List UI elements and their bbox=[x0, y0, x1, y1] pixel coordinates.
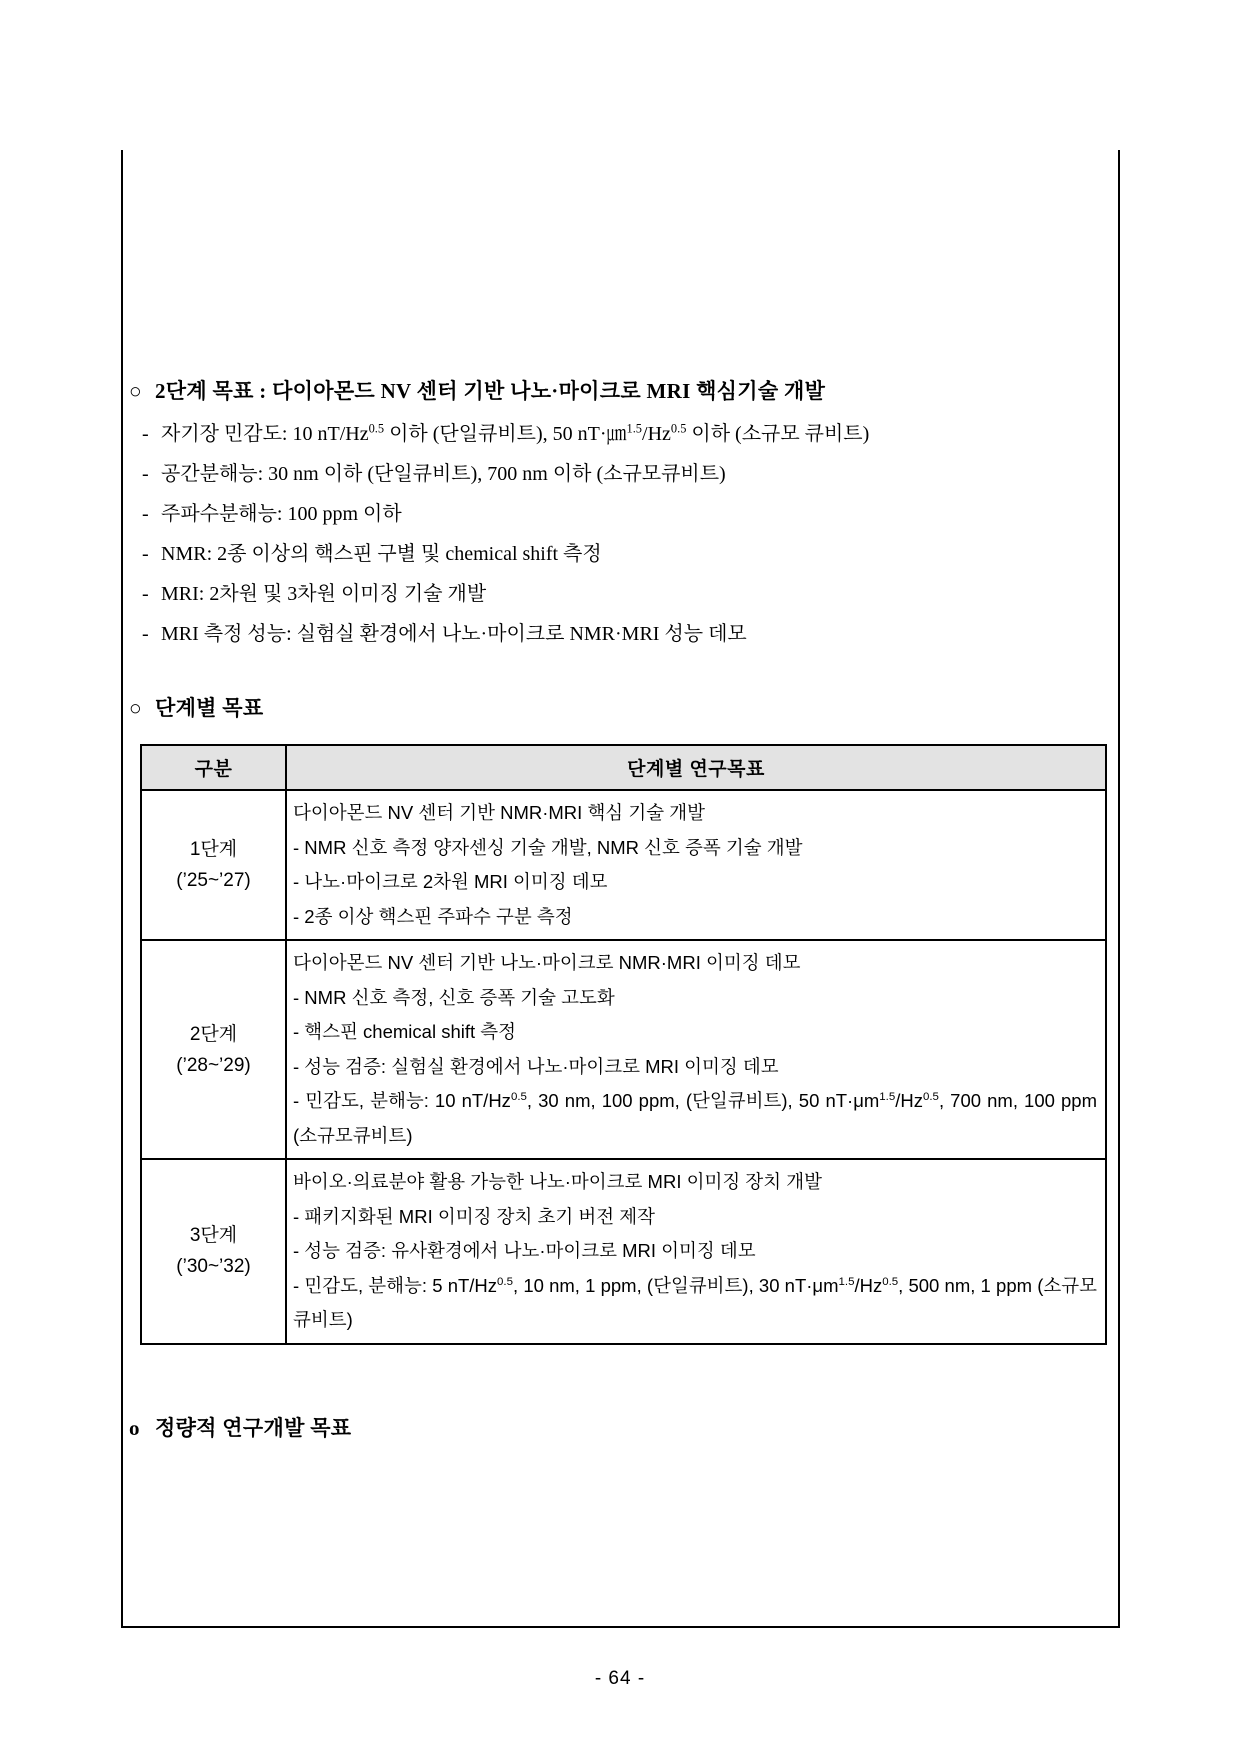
dash-bullet: - bbox=[142, 463, 149, 485]
stage-name: 2단계 bbox=[189, 1023, 238, 1045]
stage-period: (’25~’27) bbox=[176, 870, 251, 891]
section-stage2-goals bbox=[129, 370, 1094, 654]
dash-bullet: - bbox=[142, 423, 149, 445]
column-header-goal: 단계별 연구목표 bbox=[286, 745, 1106, 790]
list-item bbox=[129, 574, 1094, 614]
list-item-text: 주파수분해능: 100 ppm 이하 bbox=[161, 503, 402, 525]
goal-line: - 2종 이상 핵스핀 주파수 구분 측정 bbox=[293, 905, 573, 927]
stage-goals-heading bbox=[129, 687, 1094, 729]
stage-period: (’28~’29) bbox=[176, 1054, 251, 1076]
list-item-text: MRI 측정 성능: 실험실 환경에서 나노·마이크로 NMR·MRI 성능 데모 bbox=[161, 623, 747, 645]
table-row bbox=[141, 1159, 1106, 1344]
list-item bbox=[129, 534, 1094, 574]
list-item bbox=[129, 454, 1094, 494]
stage-period: (’30~’32) bbox=[176, 1256, 251, 1278]
stage-name: 1단계 bbox=[189, 839, 238, 860]
quantitative-goal-heading bbox=[129, 1407, 1094, 1449]
stage-goals-cell bbox=[286, 790, 1106, 940]
column-header-gubun: 구분 bbox=[141, 745, 286, 790]
goal-line: - 민감도, 분해능: 5 $nT/Hz^{0.5}$, 10 nm, 1 ppm, (단일큐비트), 30 $nT\cdot\mu m^{1.5}/Hz^{0.5}$, 500 nm, 1 ppm (소규모큐비트) bbox=[293, 1274, 1097, 1330]
goal-line: - NMR 신호 측정 양자센싱 기술 개발, NMR 신호 증폭 기술 개발 bbox=[293, 836, 803, 858]
goal-line: - 민감도, 분해능: 10 $nT/Hz^{0.5}$, 30 nm, 100 ppm, (단일큐비트), 50 $nT\cdot\mu m^{1.5}/Hz^{0.5}$, 700 nm, 100 ppm (소규모큐비트) bbox=[293, 1090, 1097, 1146]
stage-label-cell bbox=[141, 940, 286, 1159]
dash-bullet: - bbox=[142, 583, 149, 605]
dash-bullet: - bbox=[142, 503, 149, 525]
stage-goals-title: 단계별 목표 bbox=[155, 696, 264, 720]
dash-bullet: - bbox=[142, 623, 149, 645]
table-row bbox=[141, 790, 1106, 940]
table-body bbox=[141, 790, 1106, 1344]
goal-line: 다이아몬드 NV 센터 기반 NMR·MRI 핵심 기술 개발 bbox=[293, 802, 705, 823]
stage2-goal-list bbox=[129, 414, 1094, 654]
list-item bbox=[129, 614, 1094, 654]
dash-bullet: - bbox=[142, 543, 149, 565]
list-item bbox=[129, 494, 1094, 534]
stage-name: 3단계 bbox=[189, 1225, 238, 1247]
table-header-row bbox=[141, 745, 1106, 790]
goal-line: 바이오·의료분야 활용 가능한 나노·마이크로 MRI 이미징 장치 개발 bbox=[293, 1171, 822, 1192]
goal-line: - 성능 검증: 실험실 환경에서 나노·마이크로 MRI 이미징 데모 bbox=[293, 1055, 779, 1077]
stage2-goal-heading bbox=[129, 370, 1094, 412]
goal-line: 다이아몬드 NV 센터 기반 나노·마이크로 NMR·MRI 이미징 데모 bbox=[293, 952, 801, 973]
goal-line: - 패키지화된 MRI 이미징 장치 초기 버전 제작 bbox=[293, 1205, 655, 1227]
list-item-text: 공간분해능: 30 nm 이하 (단일큐비트), 700 nm 이하 (소규모큐비트) bbox=[161, 463, 726, 485]
list-item-text: 자기장 민감도: 10 $nT/Hz^{0.5}$ 이하 (단일큐비트), 50 $nT\cdot㎛^{1.5}/Hz^{0.5}$ 이하 (소규모 큐비트) bbox=[161, 421, 870, 445]
stage-goals-cell bbox=[286, 1159, 1106, 1344]
stage-label-cell bbox=[141, 1159, 286, 1344]
stage-label-cell bbox=[141, 790, 286, 940]
goal-line: - 성능 검증: 유사환경에서 나노·마이크로 MRI 이미징 데모 bbox=[293, 1240, 756, 1261]
quantitative-goal-title: 정량적 연구개발 목표 bbox=[155, 1415, 352, 1440]
circle-bullet: ○ bbox=[129, 696, 142, 720]
goal-line: - 핵스핀 chemical shift 측정 bbox=[293, 1021, 517, 1042]
list-item-text: MRI: 2차원 및 3차원 이미징 기술 개발 bbox=[161, 583, 487, 605]
stage-goals-table bbox=[140, 744, 1107, 1345]
section-stage-goals bbox=[129, 687, 1097, 1345]
stage2-goal-title: 2단계 목표 : 다이아몬드 NV 센터 기반 나노·마이크로 MRI 핵심기술 개발 bbox=[155, 379, 826, 403]
list-item-text: NMR: 2종 이상의 핵스핀 구별 및 chemical shift 측정 bbox=[161, 543, 602, 565]
circle-bullet: ○ bbox=[129, 379, 142, 403]
goal-line: - 나노·마이크로 2차원 MRI 이미징 데모 bbox=[293, 871, 608, 892]
list-item bbox=[129, 414, 1094, 454]
circle-bullet: o bbox=[129, 1415, 140, 1440]
content-frame bbox=[121, 150, 1120, 1628]
page-number: - 64 - bbox=[594, 1668, 646, 1689]
stage-goals-cell bbox=[286, 940, 1106, 1159]
table-row bbox=[141, 940, 1106, 1159]
goal-line: - NMR 신호 측정, 신호 증폭 기술 고도화 bbox=[293, 986, 615, 1008]
